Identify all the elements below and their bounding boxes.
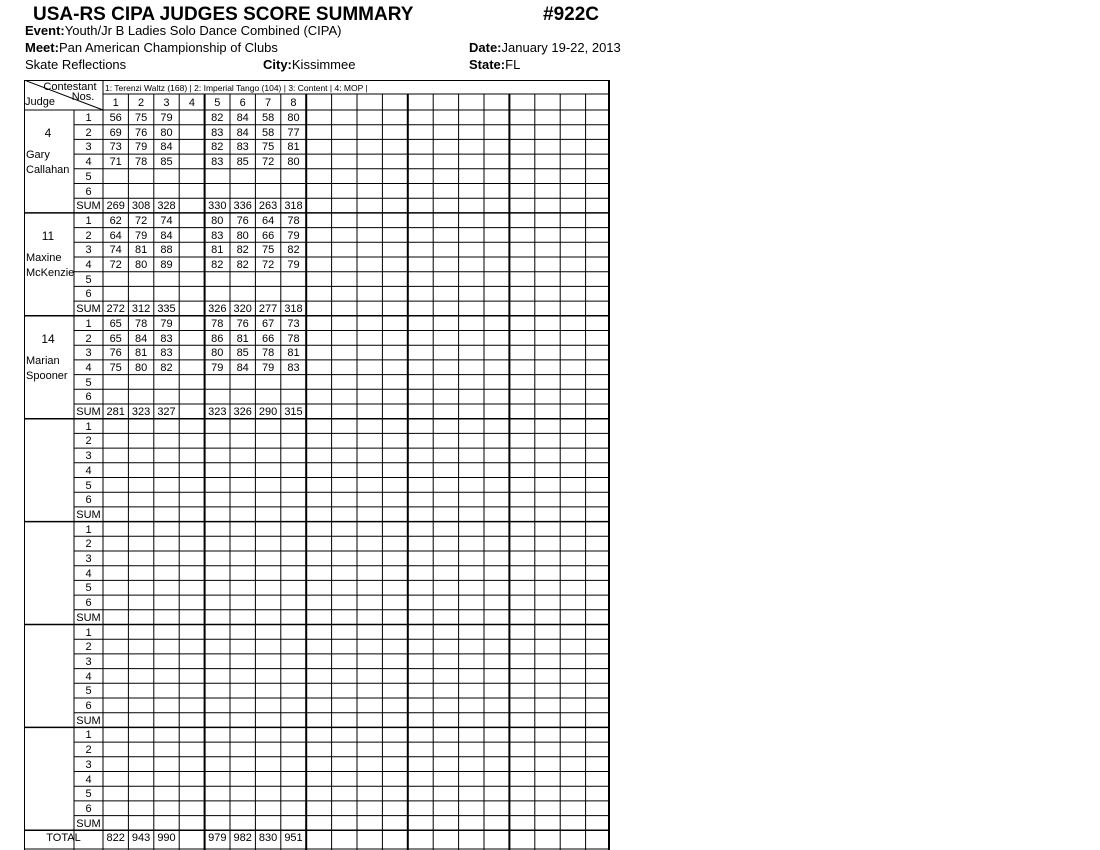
score-cell: 67: [261, 317, 275, 330]
sum-cell: 336: [233, 200, 252, 213]
score-cell: 79: [160, 317, 173, 330]
sum-label: SUM: [76, 200, 101, 213]
score-cell: 85: [236, 156, 249, 169]
sum-cell: 269: [106, 200, 125, 213]
sum-cell: 318: [284, 200, 303, 213]
sum-cell: 290: [258, 406, 278, 418]
state-line: [469, 57, 520, 72]
score-cell: 69: [109, 126, 122, 139]
column-number: 4: [188, 97, 195, 109]
row-number: 4: [85, 361, 92, 374]
score-cell: 84: [134, 332, 148, 345]
event-legend: 1: Terenzi Waltz (168) | 2: Imperial Tango (104) | 3: Content | 4: MOP |: [105, 83, 368, 93]
row-number: 4: [85, 259, 92, 271]
score-cell: 85: [236, 347, 249, 360]
score-cell: 81: [236, 332, 249, 345]
sum-cell: 277: [258, 303, 278, 316]
state-value: FL: [505, 57, 521, 72]
row-number: 3: [85, 553, 92, 565]
score-cell: 79: [160, 112, 173, 124]
score-cell: 74: [160, 214, 173, 227]
score-cell: 82: [160, 361, 173, 374]
sum-label: SUM: [76, 508, 101, 521]
date-line: [469, 40, 621, 55]
meet-label: Meet:: [25, 40, 59, 55]
row-number: 2: [85, 435, 92, 448]
city-line: [263, 57, 355, 72]
score-cell: 83: [211, 156, 224, 169]
column-number: 2: [138, 97, 145, 109]
score-cell: 81: [287, 347, 300, 360]
judge-number: 4: [44, 126, 52, 140]
row-number: 5: [85, 582, 92, 595]
sum-cell: 323: [131, 406, 151, 418]
score-cell: 81: [134, 347, 148, 360]
score-cell: 72: [134, 214, 148, 227]
sum-label: SUM: [76, 303, 101, 316]
city-label: City:: [263, 57, 292, 72]
score-cell: 72: [109, 259, 122, 271]
score-cell: 65: [109, 317, 122, 330]
score-cell: 76: [236, 214, 249, 227]
judge-first-name: Maxine: [26, 251, 62, 264]
score-cell: 82: [211, 141, 224, 154]
row-number: 3: [85, 758, 92, 771]
row-number: 5: [85, 170, 92, 183]
event-value: Youth/Jr B Ladies Solo Dance Combined (CIPA): [64, 23, 342, 38]
row-number: 1: [85, 317, 92, 330]
row-number: 4: [85, 464, 92, 477]
row-number: 2: [85, 126, 92, 139]
score-cell: 89: [160, 259, 173, 271]
row-number: 6: [85, 597, 92, 610]
score-cell: 72: [261, 156, 275, 169]
score-cell: 76: [236, 317, 249, 330]
row-number: 4: [85, 156, 92, 169]
row-number: 5: [85, 376, 92, 389]
row-number: 3: [85, 655, 92, 668]
row-number: 2: [85, 744, 92, 757]
judge-last-name: Callahan: [26, 164, 70, 176]
sum-label: SUM: [76, 817, 101, 830]
date-label: Date:: [469, 40, 502, 55]
score-cell: 83: [236, 141, 249, 154]
row-number: 6: [85, 700, 92, 712]
score-cell: 80: [160, 126, 173, 139]
column-number: 5: [214, 97, 221, 109]
column-number: 7: [265, 97, 272, 109]
score-cell: 88: [160, 244, 173, 257]
row-number: 3: [85, 450, 92, 463]
row-number: 4: [85, 773, 92, 786]
table-grid: [24, 80, 610, 850]
score-cell: 64: [109, 229, 122, 242]
total-cell: 990: [157, 832, 176, 845]
score-cell: 83: [160, 347, 173, 360]
score-cell: 75: [261, 244, 275, 257]
score-cell: 82: [211, 259, 224, 271]
score-cell: 82: [236, 244, 249, 257]
total-cell: 979: [208, 832, 227, 845]
score-cell: 81: [287, 141, 300, 154]
row-number: 6: [85, 391, 92, 404]
row-number: 4: [85, 567, 92, 580]
score-cell: 80: [236, 229, 249, 242]
total-cell: 951: [284, 832, 303, 845]
total-cell: 982: [233, 832, 252, 845]
sum-cell: 328: [157, 200, 176, 213]
row-number: 1: [85, 112, 92, 124]
meet-line: [25, 40, 278, 55]
row-number: 2: [85, 538, 92, 551]
sum-cell: 318: [284, 303, 303, 316]
score-cell: 79: [134, 229, 148, 242]
score-cell: 82: [211, 112, 224, 124]
score-cell: 75: [261, 141, 275, 154]
score-cell: 80: [287, 156, 300, 169]
row-number: 3: [85, 141, 92, 154]
row-number: 1: [85, 214, 92, 227]
score-cell: 76: [134, 126, 148, 139]
page-title: USA-RS CIPA JUDGES SCORE SUMMARY: [33, 4, 414, 25]
score-cell: 83: [160, 332, 173, 345]
score-cell: 80: [211, 214, 224, 227]
row-number: 2: [85, 641, 92, 654]
score-cell: 73: [109, 141, 122, 154]
sum-label: SUM: [76, 611, 101, 624]
score-cell: 80: [287, 112, 300, 124]
city-value: Kissimmee: [291, 57, 356, 72]
score-table: [24, 80, 610, 850]
score-cell: 79: [287, 259, 300, 271]
sum-cell: 335: [157, 303, 176, 316]
nos-label: Nos.: [71, 91, 95, 103]
score-cell: 58: [261, 112, 275, 124]
score-cell: 72: [261, 259, 275, 271]
row-number: 2: [85, 332, 92, 345]
score-cell: 85: [160, 156, 173, 169]
contestant-label: Contestant: [43, 81, 97, 93]
score-cell: 65: [109, 332, 122, 345]
score-cell: 66: [261, 332, 275, 345]
sum-label: SUM: [76, 714, 101, 727]
row-number: 1: [85, 729, 92, 742]
judge-number: 14: [41, 331, 55, 346]
sum-cell: 308: [131, 200, 151, 213]
score-cell: 81: [211, 244, 224, 257]
row-number: 3: [85, 347, 92, 360]
score-cell: 66: [261, 229, 275, 242]
sum-cell: 315: [284, 406, 303, 418]
judge-number: 11: [41, 228, 55, 243]
score-cell: 64: [261, 214, 275, 227]
row-number: 2: [85, 229, 92, 242]
row-number: 5: [85, 685, 92, 698]
event-label: Event:: [25, 23, 65, 38]
column-number: 3: [163, 97, 170, 109]
score-cell: 75: [109, 361, 122, 374]
score-cell: 80: [134, 259, 148, 271]
column-number: 8: [290, 97, 297, 109]
sum-cell: 326: [233, 406, 252, 418]
row-number: 6: [85, 494, 92, 507]
score-cell: 82: [287, 244, 300, 257]
row-number: 6: [85, 288, 92, 301]
score-cell: 78: [211, 317, 224, 330]
row-number: 5: [85, 479, 92, 492]
event-line: [25, 23, 342, 38]
sum-label: SUM: [76, 406, 101, 418]
score-cell: 76: [109, 347, 122, 360]
total-label: TOTAL: [46, 832, 81, 845]
row-number: 3: [85, 244, 92, 257]
score-cell: 83: [211, 126, 224, 139]
score-cell: 58: [261, 126, 275, 139]
score-cell: 62: [109, 214, 122, 227]
score-cell: 83: [287, 361, 300, 374]
score-cell: 71: [109, 156, 122, 169]
club-name: Skate Reflections: [25, 57, 127, 72]
score-cell: 78: [287, 214, 300, 227]
date-value: January 19-22, 2013: [501, 40, 621, 55]
score-cell: 78: [261, 347, 275, 360]
row-number: 5: [85, 273, 92, 286]
score-cell: 79: [287, 229, 300, 242]
score-cell: 77: [287, 126, 300, 139]
row-number: 1: [85, 626, 92, 639]
judge-last-name: McKenzie: [26, 266, 75, 279]
judge-last-name: Spooner: [26, 369, 68, 382]
score-cell: 73: [287, 317, 300, 330]
sum-cell: 323: [208, 406, 227, 418]
sheet-code: #922C: [543, 4, 599, 25]
score-cell: 79: [211, 361, 224, 374]
sum-cell: 320: [233, 303, 252, 316]
state-label: State:: [469, 57, 506, 72]
sum-cell: 263: [258, 200, 278, 213]
score-cell: 84: [236, 112, 249, 124]
score-cell: 83: [211, 229, 224, 242]
row-number: 6: [85, 802, 92, 815]
score-cell: 82: [236, 259, 249, 271]
total-cell: 830: [258, 832, 278, 845]
judge-label: Judge: [25, 96, 55, 108]
meet-value: Pan American Championship of Clubs: [58, 40, 278, 55]
total-cell: 943: [131, 832, 151, 845]
sum-cell: 330: [208, 200, 227, 213]
score-cell: 84: [160, 141, 173, 154]
score-cell: 84: [236, 361, 249, 374]
sum-cell: 272: [106, 303, 125, 316]
sum-cell: 312: [131, 303, 151, 316]
row-number: 4: [85, 670, 92, 683]
row-number: 1: [85, 523, 92, 536]
score-cell: 78: [287, 332, 300, 345]
column-number: 1: [112, 97, 119, 109]
sum-cell: 326: [208, 303, 227, 316]
total-cell: 822: [106, 832, 125, 845]
score-cell: 80: [134, 361, 148, 374]
row-number: 6: [85, 185, 92, 198]
judge-first-name: Marian: [26, 354, 60, 367]
score-cell: 80: [211, 347, 224, 360]
score-cell: 84: [160, 229, 173, 242]
score-cell: 86: [211, 332, 224, 345]
score-cell: 84: [236, 126, 249, 139]
score-cell: 75: [134, 112, 148, 124]
score-cell: 79: [261, 361, 275, 374]
score-cell: 81: [134, 244, 148, 257]
score-cell: 74: [109, 244, 122, 257]
sum-cell: 327: [157, 406, 176, 418]
score-cell: 56: [109, 112, 122, 124]
row-number: 1: [85, 420, 92, 433]
judge-first-name: Gary: [26, 149, 50, 161]
score-cell: 78: [134, 317, 148, 330]
score-cell: 79: [134, 141, 148, 154]
score-cell: 78: [134, 156, 148, 169]
column-number: 6: [239, 97, 246, 109]
row-number: 5: [85, 788, 92, 801]
sum-cell: 281: [106, 406, 125, 418]
